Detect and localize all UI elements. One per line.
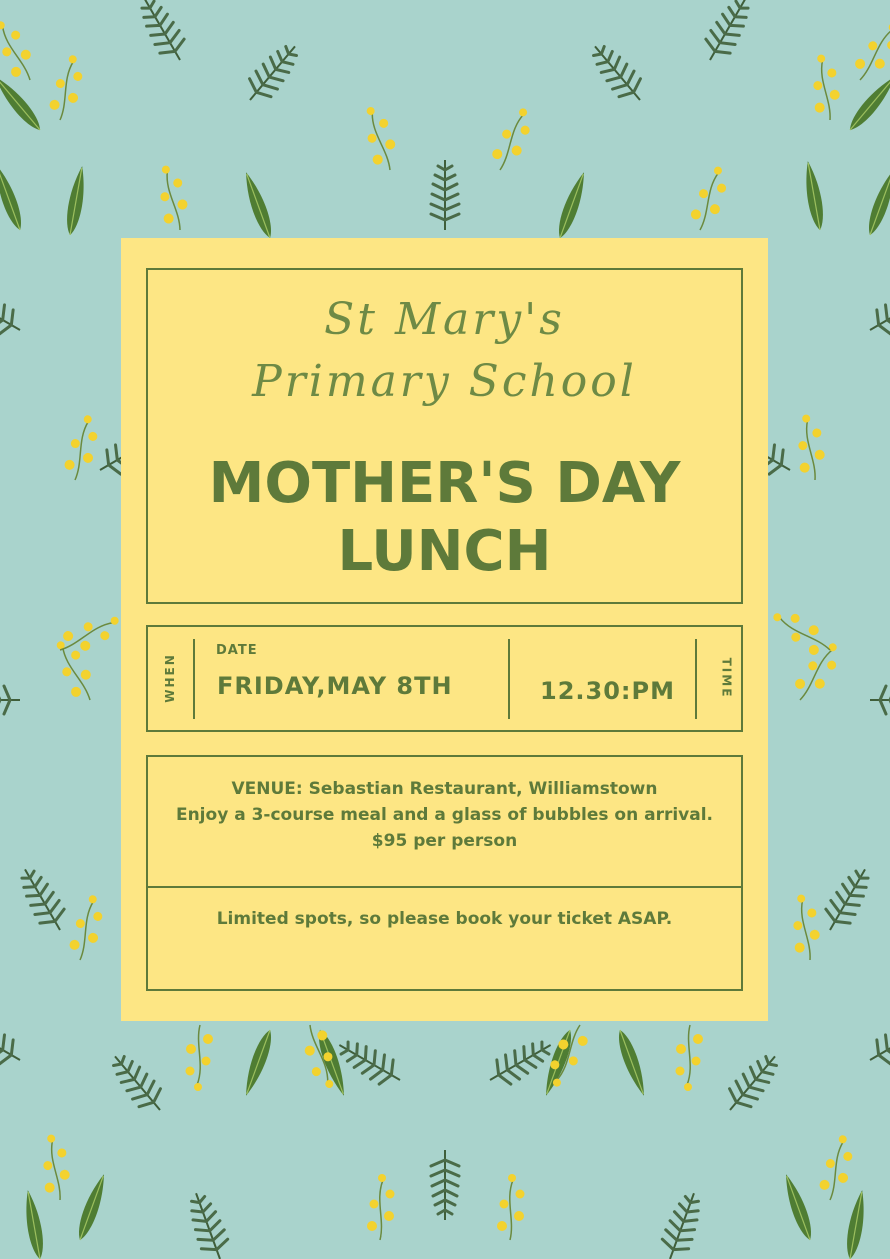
when-divider-right <box>695 639 697 719</box>
booking-note: Limited spots, so please book your ticket ASAP. <box>216 909 673 929</box>
title-frame <box>146 268 743 604</box>
date-label: DATE <box>216 643 258 658</box>
details-divider <box>148 886 741 888</box>
details-frame <box>146 755 743 991</box>
price-text: $95 per person <box>371 831 518 851</box>
time-value: 12.30:PM <box>540 677 675 705</box>
time-label: TIME <box>719 657 734 699</box>
when-divider-left <box>193 639 195 719</box>
date-value: FRIDAY,MAY 8TH <box>217 672 453 700</box>
event-title-line-1: MOTHER'S DAY <box>208 451 681 516</box>
when-frame <box>146 625 743 732</box>
event-title-line-2: LUNCH <box>337 519 552 584</box>
venue-text: VENUE: Sebastian Restaurant, Williamstown <box>231 779 658 799</box>
meal-text: Enjoy a 3-course meal and a glass of bubbles on arrival. <box>175 805 714 825</box>
when-label: WHEN <box>162 653 177 703</box>
flyer-card <box>121 238 768 1021</box>
school-name-line-1: St Mary's <box>324 294 565 345</box>
when-divider-middle <box>508 639 510 719</box>
school-name-line-2: Primary School <box>252 356 637 407</box>
